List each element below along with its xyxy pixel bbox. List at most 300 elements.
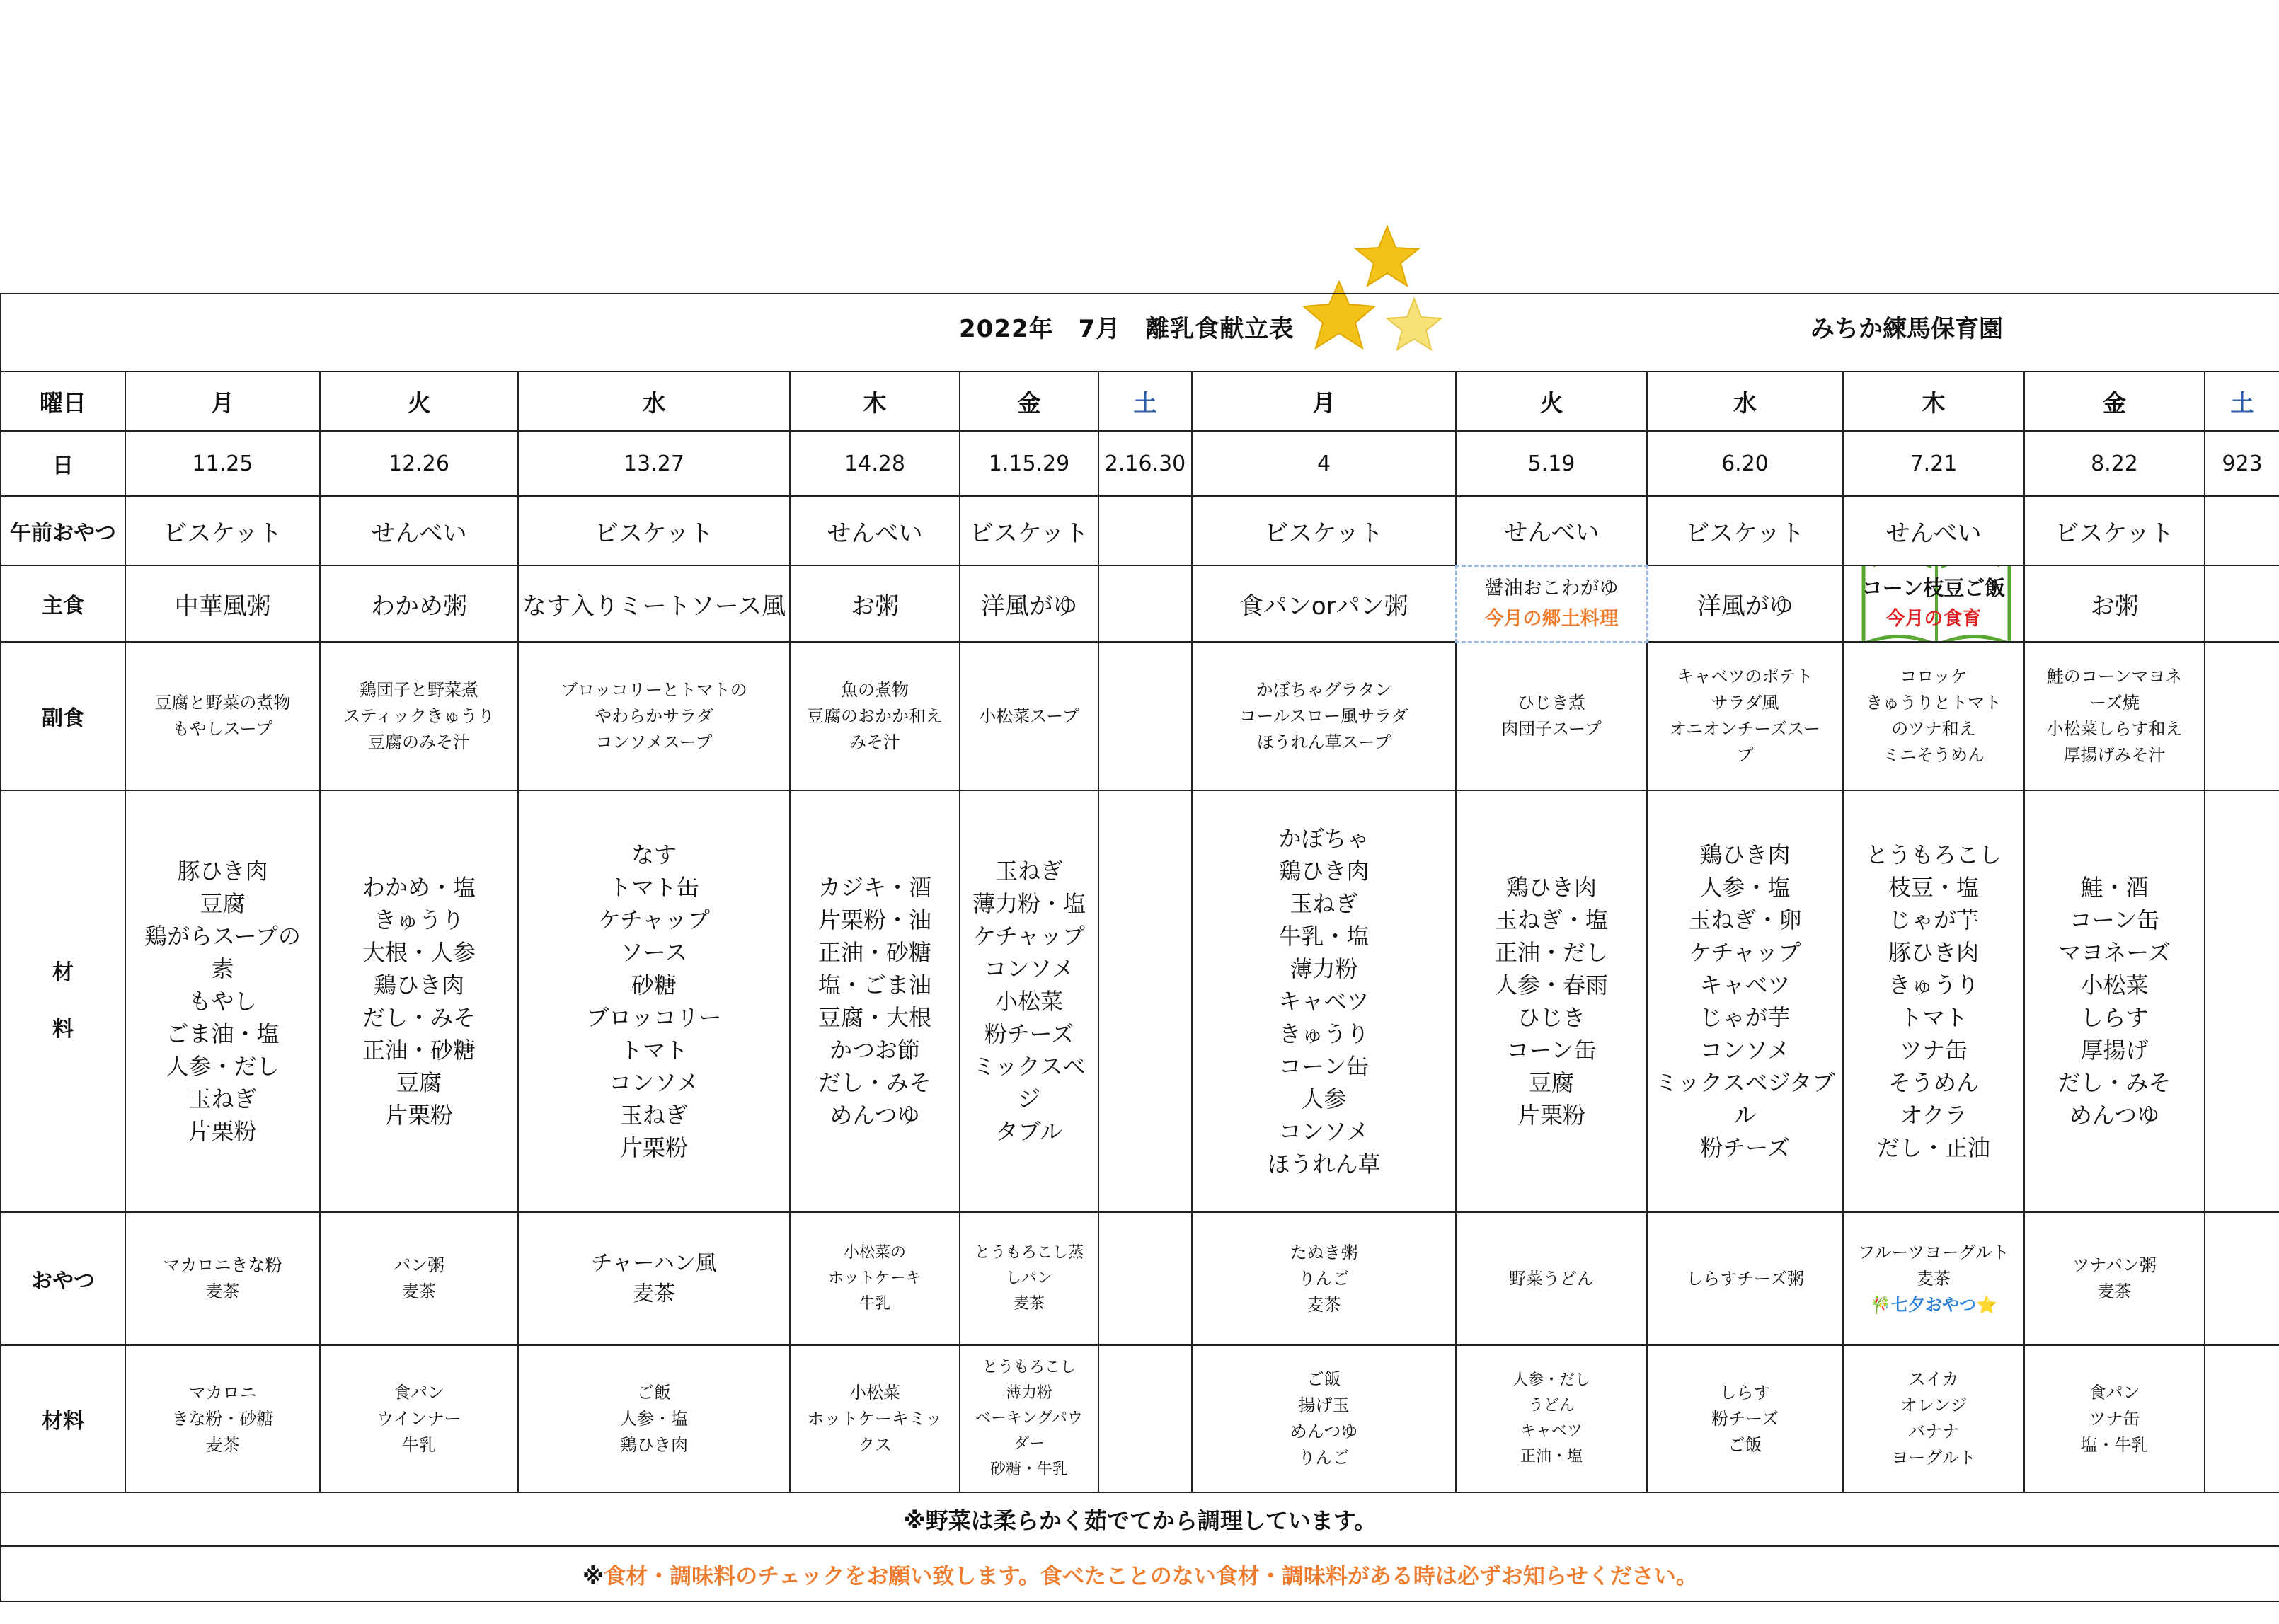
- text-line: 片栗粉: [619, 1134, 688, 1161]
- text-line: きゅうり: [1888, 972, 1979, 998]
- side-cell: [518, 642, 790, 790]
- text-line: チャーハン風: [591, 1251, 717, 1276]
- snack-ingredients-cell: [2024, 1345, 2205, 1492]
- am-snack-cell: ビスケット: [960, 496, 1098, 565]
- ingredients-cell: [320, 790, 518, 1212]
- text-line: 麦茶: [2097, 1282, 2132, 1301]
- staple-cell: お粥: [790, 565, 960, 642]
- page-title: 2022年 7月 離乳食献立表: [959, 315, 1295, 343]
- am-snack-cell: ビスケット: [518, 496, 790, 565]
- text-line: 鶏ひき肉: [1505, 874, 1597, 901]
- text-line: 小松菜しらす和え: [2046, 719, 2183, 739]
- text-line: 片栗粉: [384, 1102, 453, 1129]
- text-line: トマト缶: [608, 874, 699, 901]
- text-line: 肉団子スープ: [1501, 719, 1602, 739]
- text-line: 鶏ひき肉: [1278, 858, 1370, 885]
- snack-cell: [2024, 1212, 2205, 1345]
- text-line: キャベツ: [1278, 988, 1370, 1015]
- text-line: 麦茶: [1013, 1295, 1045, 1313]
- text-line: ル: [1733, 1102, 1757, 1129]
- text-line: だし・みそ: [817, 1069, 931, 1096]
- text-line: ブロッコリー: [586, 1004, 722, 1031]
- date-cell: 12.26: [320, 431, 518, 496]
- row-side: [1, 642, 2279, 790]
- staple-cell: 洋風がゆ: [1647, 565, 1843, 642]
- snack-cell: [1192, 1212, 1456, 1345]
- text-line: 小松菜: [2080, 972, 2149, 998]
- label-char: 材: [52, 960, 74, 985]
- snack-ingredients-cell: [1192, 1345, 1456, 1492]
- side-cell: [2024, 642, 2205, 790]
- ingredients-cell: [1192, 790, 1456, 1212]
- ingredients-cell: [2024, 790, 2205, 1212]
- side-cell: [320, 642, 518, 790]
- snack-ingredients-cell: [1456, 1345, 1647, 1492]
- snack-cell: [1098, 1212, 1192, 1345]
- text-line: のツナ和え: [1891, 719, 1976, 739]
- am-snack-cell: [1098, 496, 1192, 565]
- text-line: うどん: [1527, 1397, 1575, 1415]
- text-line: ツナパン粥: [2072, 1255, 2157, 1275]
- snack-ingredients-cell: [1098, 1345, 1192, 1492]
- text-line: ミニそうめん: [1883, 745, 1985, 765]
- text-line: トマト: [619, 1037, 688, 1064]
- text-line: 鶏ひき肉: [620, 1434, 688, 1455]
- text-line: ご飯: [1307, 1369, 1341, 1389]
- row-label-snack: おやつ: [1, 1212, 125, 1345]
- text-line: 砂糖: [631, 972, 677, 998]
- text-line: めんつゆ: [829, 1102, 920, 1129]
- text-line: 玉ねぎ: [994, 858, 1063, 885]
- text-line: ウインナー: [377, 1408, 461, 1429]
- snack-cell: [125, 1212, 320, 1345]
- row-snack-ingredients: [1, 1345, 2279, 1492]
- day-cell: 木: [790, 372, 960, 431]
- text-line: 小松菜: [849, 1382, 900, 1403]
- snack-cell: [1843, 1212, 2024, 1345]
- text-line: 鮭のコーンマヨネ: [2046, 667, 2183, 686]
- text-line: ツナ缶: [2089, 1408, 2140, 1429]
- row-label-date: 日: [1, 431, 125, 496]
- text-line: 人参・塩: [1699, 874, 1791, 901]
- text-line: パン粥: [394, 1255, 444, 1275]
- day-cell: 水: [518, 372, 790, 431]
- snack-ingredients-cell: [320, 1345, 518, 1492]
- text-line: りんご: [1298, 1448, 1350, 1468]
- day-cell: 金: [2024, 372, 2205, 431]
- note-check: [1, 1546, 2279, 1601]
- date-cell: 1.15.29: [960, 431, 1098, 496]
- text-line: マカロニ: [188, 1382, 257, 1403]
- staple-cell: 中華風粥: [125, 565, 320, 642]
- am-snack-cell: せんべい: [320, 496, 518, 565]
- ingredients-cell: [1647, 790, 1843, 1212]
- snack-ingredients-cell: [2205, 1345, 2279, 1492]
- snack-cell: [790, 1212, 960, 1345]
- text-line: 人参・春雨: [1494, 972, 1608, 998]
- text-line: 枝豆・塩: [1888, 874, 1979, 901]
- row-label-am_snack: 午前おやつ: [1, 496, 125, 565]
- day-cell: 金: [960, 372, 1098, 431]
- text-line: 厚揚げ: [2080, 1037, 2149, 1064]
- am-snack-cell: せんべい: [1456, 496, 1647, 565]
- date-cell: 6.20: [1647, 431, 1843, 496]
- text-line: ほうれん草: [1267, 1151, 1381, 1177]
- staple-text: コーン枝豆ご飯: [1861, 576, 2006, 600]
- text-line: 正油・だし: [1494, 939, 1608, 966]
- snack-cell: [1456, 1212, 1647, 1345]
- row-label-staple: 主食: [1, 565, 125, 642]
- text-line: きゅうりとトマト: [1866, 693, 2002, 713]
- text-line: 大根・人参: [362, 939, 476, 966]
- title-row: [1, 294, 2279, 372]
- text-line: ホットケーキミッ: [807, 1408, 943, 1429]
- ingredients-cell: [125, 790, 320, 1212]
- day-cell: 月: [1192, 372, 1456, 431]
- text-line: きゅうり: [1278, 1020, 1370, 1047]
- text-line: 食パン: [394, 1382, 444, 1403]
- kyodo-note: 今月の郷土料理: [1484, 608, 1619, 630]
- day-cell: 土: [1098, 372, 1192, 431]
- ingredients-cell: [2205, 790, 2279, 1212]
- text-line: ごま油・塩: [166, 1020, 280, 1047]
- star-icon: [1356, 226, 1418, 286]
- text-line: ひじき煮: [1517, 693, 1585, 713]
- snack-cell: [1647, 1212, 1843, 1345]
- text-line: みそ汁: [849, 732, 900, 752]
- text-line: 塩・牛乳: [2080, 1434, 2149, 1455]
- row-snack: [1, 1212, 2279, 1345]
- date-cell: 7.21: [1843, 431, 2024, 496]
- text-line: 小松菜の: [843, 1244, 906, 1262]
- text-line: 豆腐のおかか和え: [807, 706, 943, 726]
- text-line: めんつゆ: [2069, 1102, 2160, 1129]
- menu-sheet: [0, 293, 2279, 1602]
- text-line: 牛乳: [859, 1295, 890, 1313]
- text-line: ミックスベジ: [972, 1053, 1086, 1112]
- text-line: ご飯: [1728, 1434, 1762, 1455]
- text-line: 魚の煮物: [841, 679, 909, 700]
- text-line: じゃが芋: [1699, 1004, 1791, 1031]
- snack-ingredients-cell: [790, 1345, 960, 1492]
- date-cell: 14.28: [790, 431, 960, 496]
- text-line: だし・みそ: [2057, 1069, 2171, 1096]
- row-label-day: 曜日: [1, 372, 125, 431]
- text-line: ツナ缶: [1899, 1037, 1968, 1064]
- staple-cell: [1098, 565, 1192, 642]
- am-snack-cell: ビスケット: [1647, 496, 1843, 565]
- tanabata-label: [1847, 1292, 2021, 1318]
- snack-cell: [2205, 1212, 2279, 1345]
- row-ingredients: [1, 790, 2279, 1212]
- text-line: プ: [1736, 745, 1754, 765]
- text-line: 食パン: [2089, 1382, 2140, 1403]
- text-line: 麦茶: [402, 1282, 436, 1301]
- text-line: 小松菜スープ: [979, 706, 1079, 726]
- text-line: コールスロー風サラダ: [1239, 706, 1408, 726]
- text-line: カジキ・酒: [817, 874, 931, 901]
- text-line: 麦茶: [1307, 1294, 1341, 1315]
- text-line: 粉チーズ: [984, 1020, 1074, 1047]
- text-line: 粉チーズ: [1700, 1134, 1790, 1161]
- side-cell: [2205, 642, 2279, 790]
- ingredients-cell: [1098, 790, 1192, 1212]
- staple-cell: 洋風がゆ: [960, 565, 1098, 642]
- row-label-ingredients: [1, 790, 125, 1212]
- staple-cell: [2205, 565, 2279, 642]
- staple-cell-kyodo: [1456, 565, 1647, 642]
- text-line: ホットケーキ: [828, 1269, 922, 1287]
- text-line: ソース: [620, 939, 688, 966]
- staple-cell: わかめ粥: [320, 565, 518, 642]
- text-line: 麦茶: [205, 1434, 240, 1455]
- text-line: オレンジ: [1900, 1395, 1968, 1415]
- date-cell: 923: [2205, 431, 2279, 496]
- ingredients-cell: [1456, 790, 1647, 1212]
- text-line: 鶏がらスープの: [144, 923, 301, 950]
- text-line: 塩・ごま油: [817, 972, 931, 998]
- text-line: オクラ: [1900, 1102, 1968, 1129]
- snack-ingredients-cell: [125, 1345, 320, 1492]
- text-line: じゃが芋: [1888, 906, 1979, 933]
- text-line: 麦茶: [633, 1282, 675, 1306]
- date-cell: 2.16.30: [1098, 431, 1192, 496]
- ingredients-cell: [1843, 790, 2024, 1212]
- text-line: 正油・砂糖: [362, 1037, 476, 1064]
- text-line: ケチャップ: [973, 923, 1085, 950]
- text-line: コンソメスープ: [595, 732, 713, 752]
- text-line: コーン缶: [2069, 906, 2160, 933]
- side-cell: [1843, 642, 2024, 790]
- text-line: キャベツ: [1520, 1422, 1583, 1440]
- text-line: ケチャップ: [598, 906, 710, 933]
- text-line: 薄力粉: [1005, 1384, 1052, 1402]
- text-line: コロッケ: [1900, 667, 1968, 686]
- text-line: ブロッコリーとトマトの: [561, 679, 747, 700]
- shokuiku-note: 今月の食育: [1885, 608, 1982, 630]
- snack-cell: [320, 1212, 518, 1345]
- text-line: スティックきゅうり: [343, 706, 495, 726]
- row-note-vegetables: [1, 1492, 2279, 1546]
- text-line: 豆腐・大根: [817, 1004, 931, 1031]
- text-line: なす: [631, 841, 677, 868]
- ingredients-cell: [960, 790, 1098, 1212]
- text-line: 玉ねぎ: [188, 1085, 257, 1112]
- text-line: とうもろこし: [1865, 841, 2002, 868]
- text-line: めんつゆ: [1290, 1422, 1358, 1441]
- ingredients-cell: [518, 790, 790, 1212]
- text-line: きな粉・砂糖: [171, 1408, 274, 1429]
- text-line: もやしスープ: [172, 719, 273, 739]
- text-line: だし・みそ: [362, 1004, 476, 1031]
- note-vegetables: ※野菜は柔らかく茹でてから調理しています。: [1, 1492, 2279, 1546]
- text-line: ーズ焼: [2089, 693, 2140, 713]
- text-line: キャベツのポテト: [1677, 667, 1813, 686]
- text-line: 揚げ玉: [1298, 1395, 1350, 1415]
- text-line: きゅうり: [373, 906, 464, 933]
- text-line: バナナ: [1908, 1422, 1959, 1441]
- staple-text: 醤油おこわがゆ: [1484, 577, 1619, 599]
- text-line: 野菜うどん: [1509, 1268, 1594, 1289]
- date-cell: 5.19: [1456, 431, 1647, 496]
- text-line: 玉ねぎ: [1290, 890, 1358, 917]
- date-cell: 11.25: [125, 431, 320, 496]
- text-line: 粉チーズ: [1711, 1408, 1779, 1429]
- text-line: ベーキングパウ: [975, 1410, 1084, 1427]
- text-line: 玉ねぎ・卵: [1688, 906, 1802, 933]
- am-snack-cell: せんべい: [1843, 496, 2024, 565]
- text-line: かぼちゃグラタン: [1256, 679, 1392, 700]
- text-line: しらす: [2080, 1004, 2149, 1031]
- text-line: わかめ・塩: [362, 874, 476, 901]
- side-cell: [960, 642, 1098, 790]
- text-line: 人参・だし: [166, 1053, 280, 1080]
- text-line: キャベツ: [1699, 972, 1791, 998]
- menu-table: [0, 293, 2279, 1602]
- staple-cell: 食パンorパン粥: [1192, 565, 1456, 642]
- snack-cell: [960, 1212, 1098, 1345]
- row-am-snack: [1, 496, 2279, 565]
- text-line: ケチャップ: [1689, 939, 1801, 966]
- am-snack-cell: せんべい: [790, 496, 960, 565]
- text-line: ご飯: [637, 1382, 671, 1403]
- side-cell: [125, 642, 320, 790]
- text-line: りんご: [1298, 1268, 1350, 1289]
- row-label-snack_ingredients: 材料: [1, 1345, 125, 1492]
- text-line: 正油・塩: [1520, 1448, 1583, 1465]
- snack-ingredients-cell: [960, 1345, 1098, 1492]
- side-cell: [1098, 642, 1192, 790]
- text-line: 豆腐: [1528, 1069, 1574, 1096]
- day-cell: 水: [1647, 372, 1843, 431]
- text-line: 人参・だし: [1512, 1371, 1590, 1389]
- row-note-check: [1, 1546, 2279, 1601]
- text-line: マヨネーズ: [2058, 939, 2171, 966]
- text-line: 牛乳・塩: [1278, 923, 1370, 950]
- row-label-side: 副食: [1, 642, 125, 790]
- row-day: [1, 372, 2279, 431]
- text-line: たぬき粥: [1290, 1242, 1358, 1262]
- school-name: みちか練馬保育園: [1810, 315, 2003, 343]
- text-line: 鶏団子と野菜煮: [360, 679, 478, 700]
- text-line: 麦茶: [1917, 1268, 1951, 1289]
- star-icon: ⭐: [1976, 1294, 1997, 1315]
- text-line: ほうれん草スープ: [1256, 732, 1391, 752]
- note-check-text: 食材・調味料のチェックをお願い致します。食べたことのない食材・調味料がある時は必ずお知らせください。: [604, 1563, 1698, 1589]
- text-line: スイカ: [1908, 1369, 1959, 1389]
- text-line: マカロニきな粉: [163, 1255, 282, 1275]
- day-cell: 火: [320, 372, 518, 431]
- text-line: だし・正油: [1876, 1134, 1990, 1161]
- ingredients-cell: [790, 790, 960, 1212]
- text-line: 豆腐のみそ汁: [368, 732, 470, 752]
- am-snack-cell: [2205, 496, 2279, 565]
- text-line: オニオンチーズスー: [1670, 719, 1820, 739]
- day-cell: 月: [125, 372, 320, 431]
- side-cell: [1192, 642, 1456, 790]
- text-line: ヨーグルト: [1891, 1448, 1976, 1468]
- text-line: やわらかサラダ: [595, 706, 713, 726]
- text-line: 鮭・酒: [2080, 874, 2149, 901]
- row-date: [1, 431, 2279, 496]
- text-line: ひじき: [1517, 1004, 1585, 1031]
- text-line: 豆腐: [396, 1069, 442, 1096]
- note-mark: ※: [582, 1563, 604, 1589]
- text-line: コンソメ: [1278, 1118, 1370, 1145]
- text-line: 玉ねぎ: [619, 1102, 688, 1129]
- text-line: クス: [858, 1434, 892, 1455]
- text-line: コンソメ: [984, 955, 1074, 982]
- text-line: ダー: [1013, 1435, 1045, 1453]
- text-line: 鶏ひき肉: [373, 972, 464, 998]
- text-line: もやし: [188, 988, 257, 1015]
- text-line: 人参・塩: [620, 1408, 688, 1429]
- text-line: コーン缶: [1278, 1053, 1370, 1080]
- text-line: 片栗粉・油: [817, 906, 931, 933]
- side-cell: [1647, 642, 1843, 790]
- staple-cell: お粥: [2024, 565, 2205, 642]
- side-cell: [790, 642, 960, 790]
- day-cell: 土: [2205, 372, 2279, 431]
- text-line: 牛乳: [402, 1434, 436, 1455]
- text-line: 豆腐と野菜の煮物: [154, 693, 291, 713]
- am-snack-cell: ビスケット: [1192, 496, 1456, 565]
- text-line: 片栗粉: [1517, 1102, 1585, 1129]
- bamboo-icon: 🎋: [1870, 1294, 1891, 1315]
- snack-ingredients-cell: [1647, 1345, 1843, 1492]
- text-line: 素: [211, 955, 234, 982]
- text-line: 片栗粉: [188, 1118, 257, 1145]
- text-line: しらすチーズ粥: [1686, 1268, 1804, 1289]
- snack-ingredients-cell: [1843, 1345, 2024, 1492]
- text-line: 玉ねぎ・塩: [1494, 906, 1608, 933]
- text-line: 豚ひき肉: [177, 858, 268, 885]
- text-line: 人参: [1301, 1085, 1347, 1112]
- am-snack-cell: ビスケット: [2024, 496, 2205, 565]
- date-cell: 4: [1192, 431, 1456, 496]
- text-line: 薄力粉・塩: [972, 890, 1086, 917]
- text-line: 豚ひき肉: [1888, 939, 1979, 966]
- text-line: フルーツヨーグルト: [1858, 1242, 2009, 1262]
- staple-cell-shokuiku: [1843, 565, 2024, 642]
- text-line: 麦茶: [205, 1282, 240, 1301]
- text-line: タブル: [995, 1118, 1063, 1145]
- text-line: 鶏ひき肉: [1699, 841, 1791, 868]
- text-line: コンソメ: [609, 1069, 699, 1096]
- text-line: しらす: [1719, 1382, 1771, 1403]
- staple-cell: なす入りミートソース風: [518, 565, 790, 642]
- text-line: 小松菜: [994, 988, 1063, 1015]
- text-line: とうもろこし蒸: [974, 1244, 1084, 1262]
- text-line: そうめん: [1888, 1069, 1979, 1096]
- day-cell: 火: [1456, 372, 1647, 431]
- snack-ingredients-cell: [518, 1345, 790, 1492]
- text-line: かつお節: [829, 1037, 920, 1064]
- text-line: かぼちゃ: [1278, 825, 1370, 852]
- text-line: サラダ風: [1711, 693, 1779, 713]
- text-line: 薄力粉: [1290, 955, 1358, 982]
- date-cell: 8.22: [2024, 431, 2205, 496]
- day-cell: 木: [1843, 372, 2024, 431]
- text-line: 砂糖・牛乳: [989, 1461, 1068, 1478]
- text-line: 正油・砂糖: [817, 939, 931, 966]
- am-snack-cell: ビスケット: [125, 496, 320, 565]
- text-line: 厚揚げみそ汁: [2063, 745, 2166, 765]
- tanabata-text: 七夕おやつ: [1891, 1294, 1976, 1315]
- date-cell: 13.27: [518, 431, 790, 496]
- text-line: コーン缶: [1506, 1037, 1597, 1064]
- label-char: 料: [52, 1017, 74, 1042]
